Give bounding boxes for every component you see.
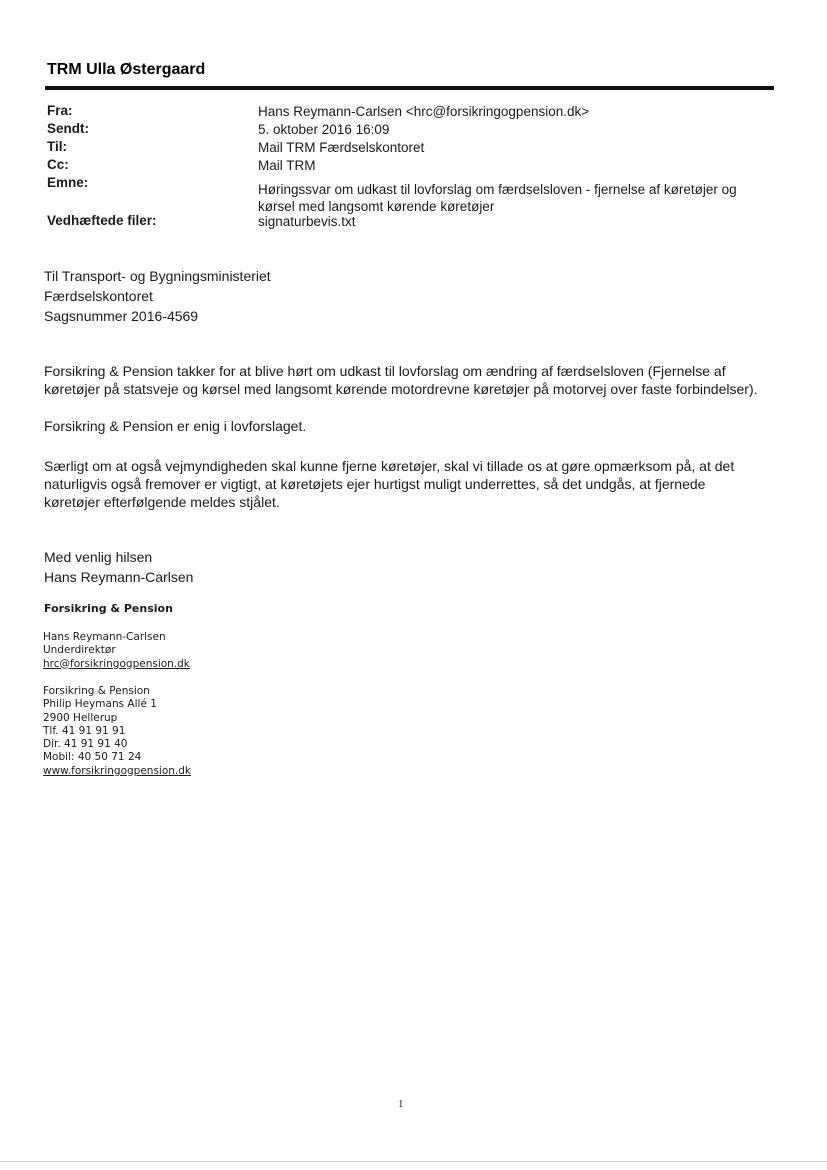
attachments-label: Vedhæftede filer: bbox=[47, 213, 157, 228]
signature-city: 2900 Hellerup bbox=[43, 711, 118, 724]
mailbox-title: TRM Ulla Østergaard bbox=[47, 61, 206, 78]
signature-email-link[interactable]: hrc@forsikringogpension.dk bbox=[43, 657, 190, 670]
closing-greeting: Med venlig hilsen bbox=[44, 549, 153, 565]
signature-website-link[interactable]: www.forsikringogpension.dk bbox=[43, 764, 192, 777]
signature-company: Forsikring & Pension bbox=[43, 685, 150, 697]
paragraph-line: køretøjer efterfølgende meldes stjålet. bbox=[44, 494, 280, 510]
sent-value: 5. oktober 2016 16:09 bbox=[258, 122, 390, 137]
page-number: 1 bbox=[398, 1098, 404, 1110]
address-line: Til Transport- og Bygningsministeriet bbox=[44, 268, 271, 284]
closing-name: Hans Reymann-Carlsen bbox=[44, 569, 194, 585]
signature-name: Hans Reymann-Carlsen bbox=[43, 631, 166, 643]
from-value: Hans Reymann-Carlsen <hrc@forsikringogpension.dk> bbox=[258, 104, 590, 119]
address-line: Sagsnummer 2016-4569 bbox=[44, 308, 199, 324]
cc-label: Cc: bbox=[47, 157, 69, 172]
closing-block bbox=[44, 548, 774, 586]
address-line: Færdselskontoret bbox=[44, 288, 153, 304]
to-value: Mail TRM Færdselskontoret bbox=[258, 140, 425, 155]
paragraph-line: køretøjer på statsveje og kørsel med langsomt kørende motordrevne køretøjer på motorvej over faste forbindelser). bbox=[44, 381, 758, 397]
to-label: Til: bbox=[47, 139, 67, 154]
subject-line-2: kørsel med langsomt kørende køretøjer bbox=[258, 199, 495, 214]
signature-title: Underdirektør bbox=[43, 644, 116, 657]
subject-line-1: Høringssvar om udkast til lovforslag om færdselsloven - fjernelse af køretøjer og bbox=[258, 182, 737, 197]
body-paragraph-2: Forsikring & Pension er enig i lovforslaget. bbox=[44, 418, 307, 434]
signature-direct-phone: Dir. 41 91 91 40 bbox=[43, 738, 128, 751]
signature-address bbox=[43, 685, 191, 778]
cc-value: Mail TRM bbox=[258, 158, 316, 173]
signature-phone: Tlf. 41 91 91 91 bbox=[43, 724, 126, 737]
body-paragraph-1 bbox=[44, 362, 774, 398]
paragraph-line: Forsikring & Pension takker for at blive hørt om udkast til lovforslag om ændring af færdselsloven (Fjernelse af bbox=[44, 363, 726, 379]
attachment-file[interactable]: signaturbevis.txt bbox=[258, 214, 356, 229]
signature-mobile: Mobil: 40 50 71 24 bbox=[43, 751, 142, 764]
paragraph-line: Særligt om at også vejmyndigheden skal kunne fjerne køretøjer, skal vi tillade os at gøre opmærksom på, at det bbox=[44, 458, 735, 474]
subject-label: Emne: bbox=[47, 175, 89, 190]
page-bottom-edge bbox=[0, 1161, 827, 1162]
signature-street: Philip Heymans Allé 1 bbox=[43, 698, 157, 711]
signature-person bbox=[43, 631, 190, 671]
paragraph-line: naturligvis også fremover er vigtigt, at køretøjets ejer hurtigst muligt underrettes, så det undgås, at fjernede bbox=[44, 476, 706, 492]
body-paragraph-3 bbox=[44, 457, 774, 511]
from-label: Fra: bbox=[47, 103, 73, 118]
sent-label: Sendt: bbox=[47, 121, 89, 136]
title-divider bbox=[45, 86, 774, 90]
address-block bbox=[44, 267, 774, 325]
signature-company-bold: Forsikring & Pension bbox=[44, 602, 173, 615]
